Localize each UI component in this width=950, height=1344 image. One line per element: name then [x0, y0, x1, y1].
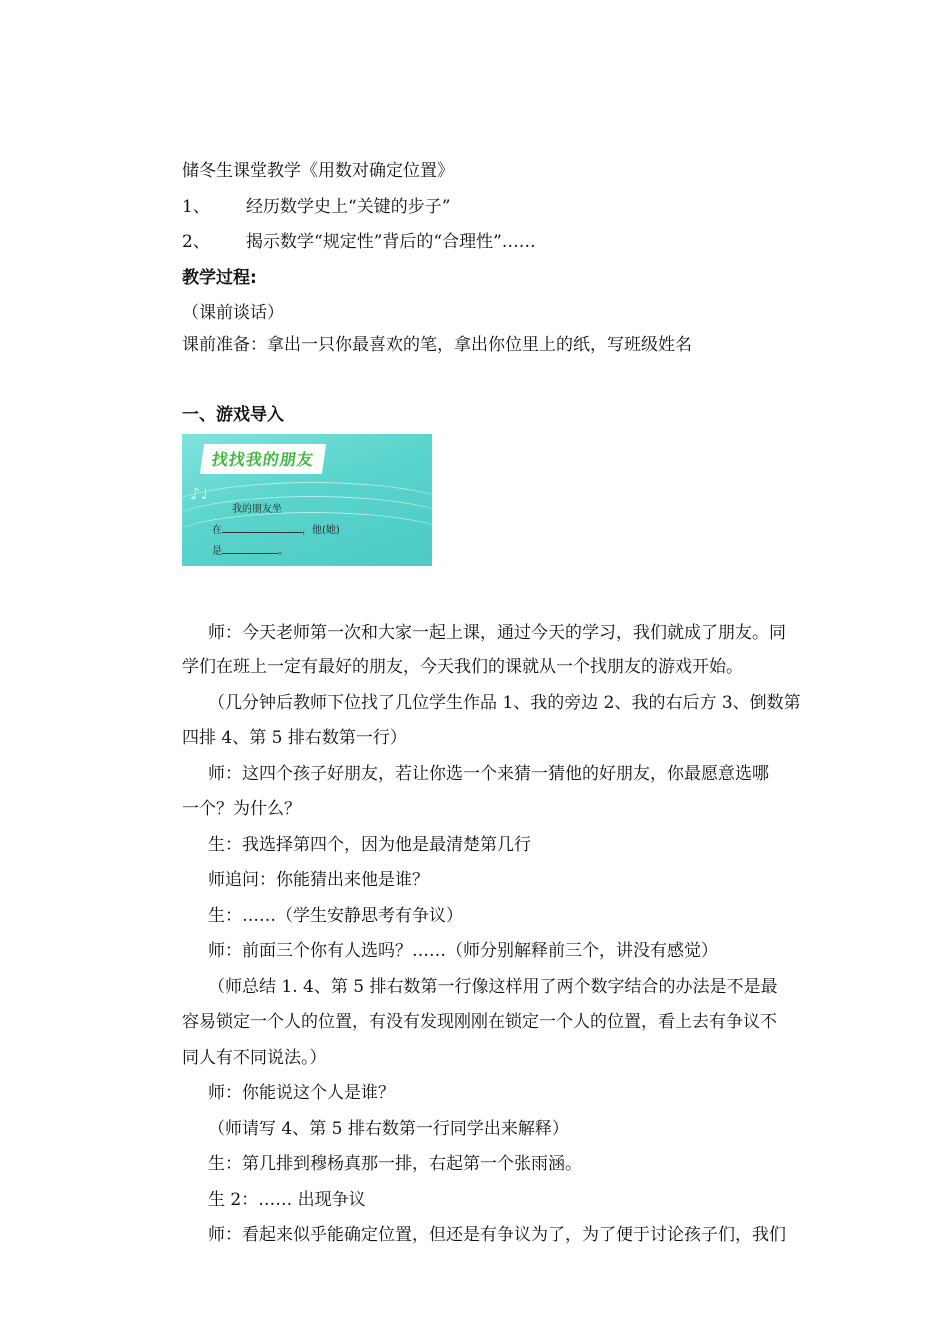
blank-line	[222, 532, 302, 533]
goal-item-2	[182, 231, 536, 253]
goal-text: 揭示数学“规定性”背后的“合理性”……	[246, 232, 536, 252]
body-line: 师：你能说这个人是谁？	[208, 1083, 395, 1103]
body-line: 一个？为什么？	[182, 799, 301, 819]
body-line: 生 2：…… 出现争议	[208, 1190, 366, 1210]
body-line: 生：第几排到穆杨真那一排，右起第一个张雨涵。	[208, 1154, 582, 1174]
slide-image	[182, 434, 432, 566]
body-line: （师总结 1. 4、第 5 排右数第一行像这样用了两个数字结合的办法是不是最	[208, 977, 778, 997]
slide-title: 找找我的朋友	[200, 444, 326, 474]
goal-number: 2、	[182, 232, 210, 252]
slide-line2	[212, 521, 340, 536]
section-heading: 一、游戏导入	[182, 405, 284, 425]
pre-talk: （课前谈话）	[182, 303, 284, 323]
body-line: 师追问：你能猜出来他是谁？	[208, 870, 429, 890]
slide-line1: 我的朋友坐	[232, 504, 282, 515]
blank-line	[222, 553, 278, 554]
body-line: 师：这四个孩子好朋友，若让你选一个来猜一猜他的好朋友，你最愿意选哪	[208, 764, 769, 784]
slide-text: 在	[212, 525, 222, 536]
body-line: 师：前面三个你有人选吗？……（师分别解释前三个，讲没有感觉）	[208, 941, 718, 961]
body-line: 容易锁定一个人的位置，有没有发现刚刚在锁定一个人的位置，看上去有争议不	[182, 1012, 777, 1032]
document-title: 储冬生课堂教学《用数对确定位置》	[182, 161, 454, 181]
slide-text: ，他(她)	[302, 525, 340, 536]
body-line: 四排 4、第 5 排右数第一行）	[182, 728, 407, 748]
slide-text: 是	[212, 546, 222, 557]
body-line: 师：今天老师第一次和大家一起上课，通过今天的学习，我们就成了朋友。同	[208, 623, 786, 643]
music-note-icon: ♪♩	[190, 484, 208, 503]
body-line: 学们在班上一定有最好的朋友，今天我们的课就从一个找朋友的游戏开始。	[182, 657, 743, 677]
goal-item-1	[182, 196, 450, 218]
body-line: 同人有不同说法。）	[182, 1048, 327, 1068]
goal-text: 经历数学史上“关键的步子”	[246, 197, 451, 217]
body-line: 师：看起来似乎能确定位置，但还是有争议为了，为了便于讨论孩子们，我们	[208, 1225, 786, 1245]
body-line: （师请写 4、第 5 排右数第一行同学出来解释）	[208, 1119, 569, 1139]
slide-line3	[212, 542, 288, 557]
goal-number: 1、	[182, 197, 210, 217]
body-line: 生：我选择第四个，因为他是最清楚第几行	[208, 835, 531, 855]
body-line: 生：……（学生安静思考有争议）	[208, 906, 463, 926]
slide-text: 。	[278, 546, 288, 557]
process-heading: 教学过程:	[182, 268, 257, 288]
prep-line: 课前准备：拿出一只你最喜欢的笔，拿出你位里上的纸，写班级姓名	[182, 335, 692, 355]
body-line: （几分钟后教师下位找了几位学生作品 1、我的旁边 2、我的右后方 3、倒数第	[208, 693, 801, 713]
